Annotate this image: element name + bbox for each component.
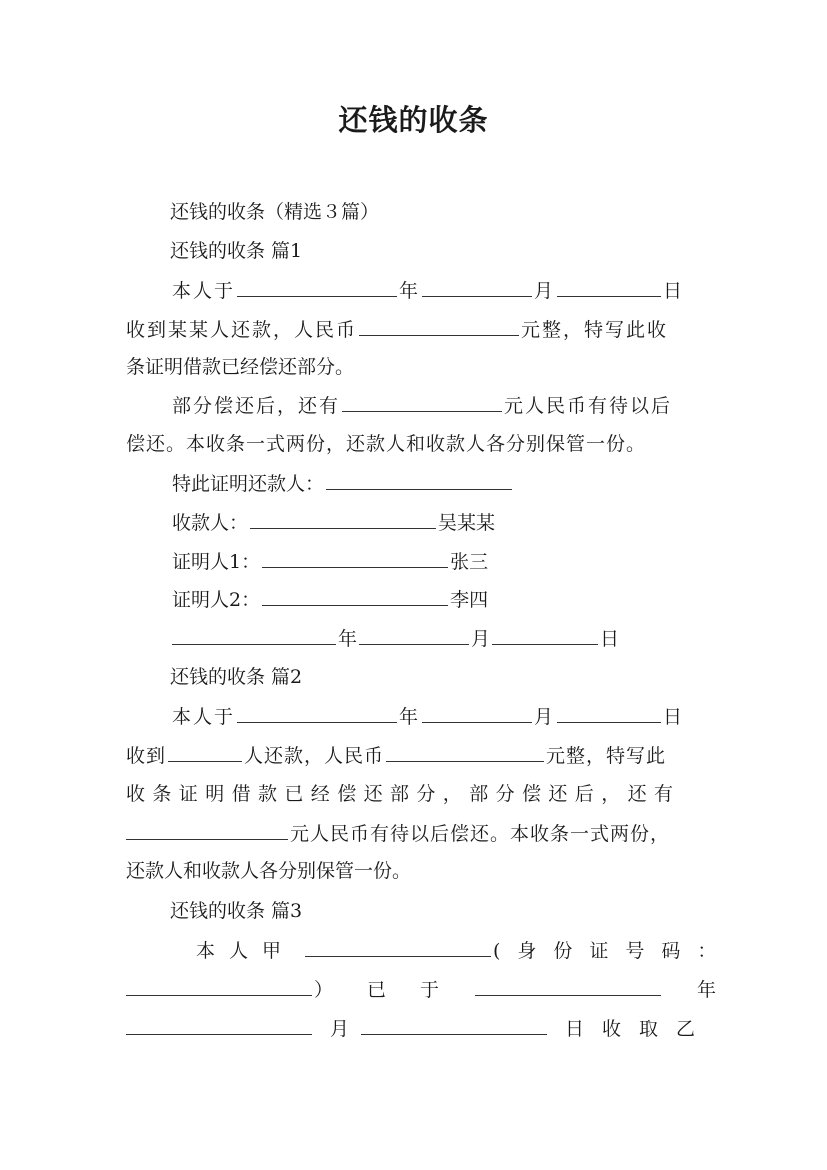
section-heading: 还钱的收条 篇1 bbox=[170, 240, 303, 262]
payer-line: 特此证明还款人： bbox=[172, 471, 514, 496]
paragraph-line: 收到 人还款，人民币 元整，特写此 bbox=[126, 745, 667, 767]
date-line: 年 月 日 bbox=[170, 626, 619, 651]
paragraph-line: 还款人和收款人各分别保管一份。 bbox=[126, 860, 412, 882]
paragraph-line: 月 日收取乙 bbox=[126, 1016, 713, 1041]
paragraph-line: 元人民币有待以后偿还。本收条一式两份， bbox=[126, 821, 670, 846]
section-heading: 还钱的收条 篇2 bbox=[170, 666, 303, 688]
paragraph-line: ）已于 年 bbox=[126, 977, 716, 1002]
paragraph-line: 部分偿还后，还有 元人民币有待以后 bbox=[172, 395, 673, 417]
paragraph-line: 收条证明借款已经偿还部分，部分偿还后，还有 bbox=[126, 783, 681, 805]
payee-line: 收款人： 吴某某 bbox=[172, 512, 496, 534]
document-title: 还钱的收条 bbox=[338, 103, 489, 137]
paragraph-line: 本人甲 (身份证号码： bbox=[196, 940, 734, 962]
witness-2-line: 证明人2： 李四 bbox=[172, 589, 489, 611]
paragraph-line: 偿还。本收条一式两份，还款人和收款人各分别保管一份。 bbox=[126, 433, 647, 455]
section-heading: 还钱的收条 篇3 bbox=[170, 900, 303, 922]
paragraph-line: 收到某某人还款，人民币 元整，特写此收 bbox=[126, 319, 669, 341]
intro-line: 还钱的收条（精选３篇） bbox=[170, 201, 380, 223]
paragraph-line: 本人于 年 月 日 bbox=[172, 706, 685, 728]
paragraph-line: 本人于 年 月 日 bbox=[172, 280, 685, 302]
witness-1-line: 证明人1： 张三 bbox=[172, 551, 489, 573]
paragraph-line: 条证明借款已经偿还部分。 bbox=[126, 356, 355, 378]
